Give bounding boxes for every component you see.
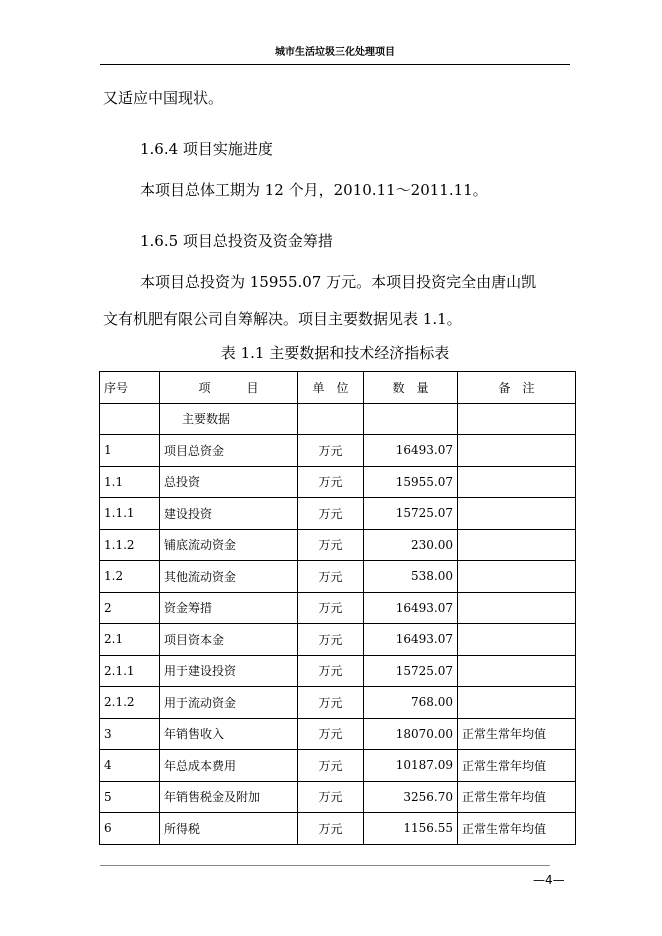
table-caption: 表 1.1 主要数据和技术经济指标表 [220, 344, 450, 362]
cell-note: 正常生常年均值 [458, 750, 576, 782]
cell-no: 1.2 [100, 561, 160, 593]
cell-note [458, 655, 576, 687]
cell-qty [364, 403, 458, 435]
cell-no: 4 [100, 750, 160, 782]
table-row [100, 592, 576, 624]
cell-unit: 万元 [298, 624, 364, 656]
table-row [100, 781, 576, 813]
cell-note [458, 687, 576, 719]
cell-qty: 16493.07 [364, 624, 458, 656]
cell-item: 资金筹措 [160, 592, 298, 624]
cell-note [458, 529, 576, 561]
cell-item: 项目总资金 [160, 435, 298, 467]
cell-qty: 538.00 [364, 561, 458, 593]
cell-unit: 万元 [298, 813, 364, 845]
table-row [100, 561, 576, 593]
cell-note: 正常生常年均值 [458, 813, 576, 845]
cell-item: 建设投资 [160, 498, 298, 530]
cell-item: 所得税 [160, 813, 298, 845]
cell-unit: 万元 [298, 561, 364, 593]
cell-item: 用于流动资金 [160, 687, 298, 719]
header-cell-qty: 数 量 [364, 372, 458, 404]
table-header-row [100, 372, 576, 404]
cell-qty: 16493.07 [364, 435, 458, 467]
paragraph-continuation: 又适应中国现状。 [103, 89, 224, 107]
cell-note [458, 592, 576, 624]
cell-no: 2.1.1 [100, 655, 160, 687]
page-number: —4— [533, 873, 565, 887]
cell-qty: 15725.07 [364, 498, 458, 530]
table-row [100, 655, 576, 687]
section-heading-1-6-4: 1.6.4 项目实施进度 [140, 140, 273, 158]
cell-qty: 768.00 [364, 687, 458, 719]
cell-no: 1.1.2 [100, 529, 160, 561]
cell-no: 6 [100, 813, 160, 845]
cell-unit: 万元 [298, 750, 364, 782]
cell-unit [298, 403, 364, 435]
table-row [100, 498, 576, 530]
main-data-table [99, 371, 576, 845]
header-cell-item: 项 目 [160, 372, 298, 404]
cell-item: 年销售收入 [160, 718, 298, 750]
cell-unit: 万元 [298, 718, 364, 750]
cell-no: 1.1.1 [100, 498, 160, 530]
cell-item: 年销售税金及附加 [160, 781, 298, 813]
cell-qty: 15955.07 [364, 466, 458, 498]
cell-item: 年总成本费用 [160, 750, 298, 782]
running-header: 城市生活垃圾三化处理项目 [100, 44, 570, 65]
cell-qty: 3256.70 [364, 781, 458, 813]
cell-note [458, 624, 576, 656]
cell-qty: 230.00 [364, 529, 458, 561]
cell-note [458, 403, 576, 435]
header-cell-unit: 单 位 [298, 372, 364, 404]
paragraph-project-period: 本项目总体工期为 12 个月，2010.11～2011.11。 [140, 181, 488, 199]
table-row [100, 718, 576, 750]
cell-note [458, 435, 576, 467]
table-row [100, 813, 576, 845]
cell-note [458, 498, 576, 530]
cell-unit: 万元 [298, 592, 364, 624]
table-row [100, 624, 576, 656]
paragraph-investment-line1: 本项目总投资为 15955.07 万元。本项目投资完全由唐山凯 [140, 273, 537, 291]
cell-unit: 万元 [298, 781, 364, 813]
cell-no: 2.1 [100, 624, 160, 656]
cell-note [458, 466, 576, 498]
table-row [100, 750, 576, 782]
cell-item: 主要数据 [160, 403, 298, 435]
cell-unit: 万元 [298, 498, 364, 530]
cell-unit: 万元 [298, 655, 364, 687]
header-cell-no: 序号 [100, 372, 160, 404]
cell-qty: 16493.07 [364, 592, 458, 624]
cell-unit: 万元 [298, 435, 364, 467]
cell-qty: 18070.00 [364, 718, 458, 750]
cell-item: 总投资 [160, 466, 298, 498]
cell-no: 2 [100, 592, 160, 624]
table-row [100, 466, 576, 498]
cell-item: 其他流动资金 [160, 561, 298, 593]
cell-qty: 15725.07 [364, 655, 458, 687]
cell-no: 1 [100, 435, 160, 467]
section-heading-1-6-5: 1.6.5 项目总投资及资金筹措 [140, 232, 333, 250]
cell-no: 3 [100, 718, 160, 750]
table-row [100, 529, 576, 561]
cell-item: 铺底流动资金 [160, 529, 298, 561]
cell-no: 2.1.2 [100, 687, 160, 719]
cell-item: 用于建设投资 [160, 655, 298, 687]
cell-no [100, 403, 160, 435]
table-row [100, 687, 576, 719]
paragraph-investment-line2: 文有机肥有限公司自筹解决。项目主要数据见表 1.1。 [103, 310, 462, 328]
table-row [100, 435, 576, 467]
cell-qty: 10187.09 [364, 750, 458, 782]
header-cell-note: 备 注 [458, 372, 576, 404]
cell-unit: 万元 [298, 529, 364, 561]
footer-divider [100, 865, 550, 866]
cell-no: 1.1 [100, 466, 160, 498]
table-row [100, 403, 576, 435]
cell-note [458, 561, 576, 593]
cell-no: 5 [100, 781, 160, 813]
cell-unit: 万元 [298, 466, 364, 498]
cell-note: 正常生常年均值 [458, 718, 576, 750]
cell-item: 项目资本金 [160, 624, 298, 656]
cell-qty: 1156.55 [364, 813, 458, 845]
cell-unit: 万元 [298, 687, 364, 719]
cell-note: 正常生常年均值 [458, 781, 576, 813]
